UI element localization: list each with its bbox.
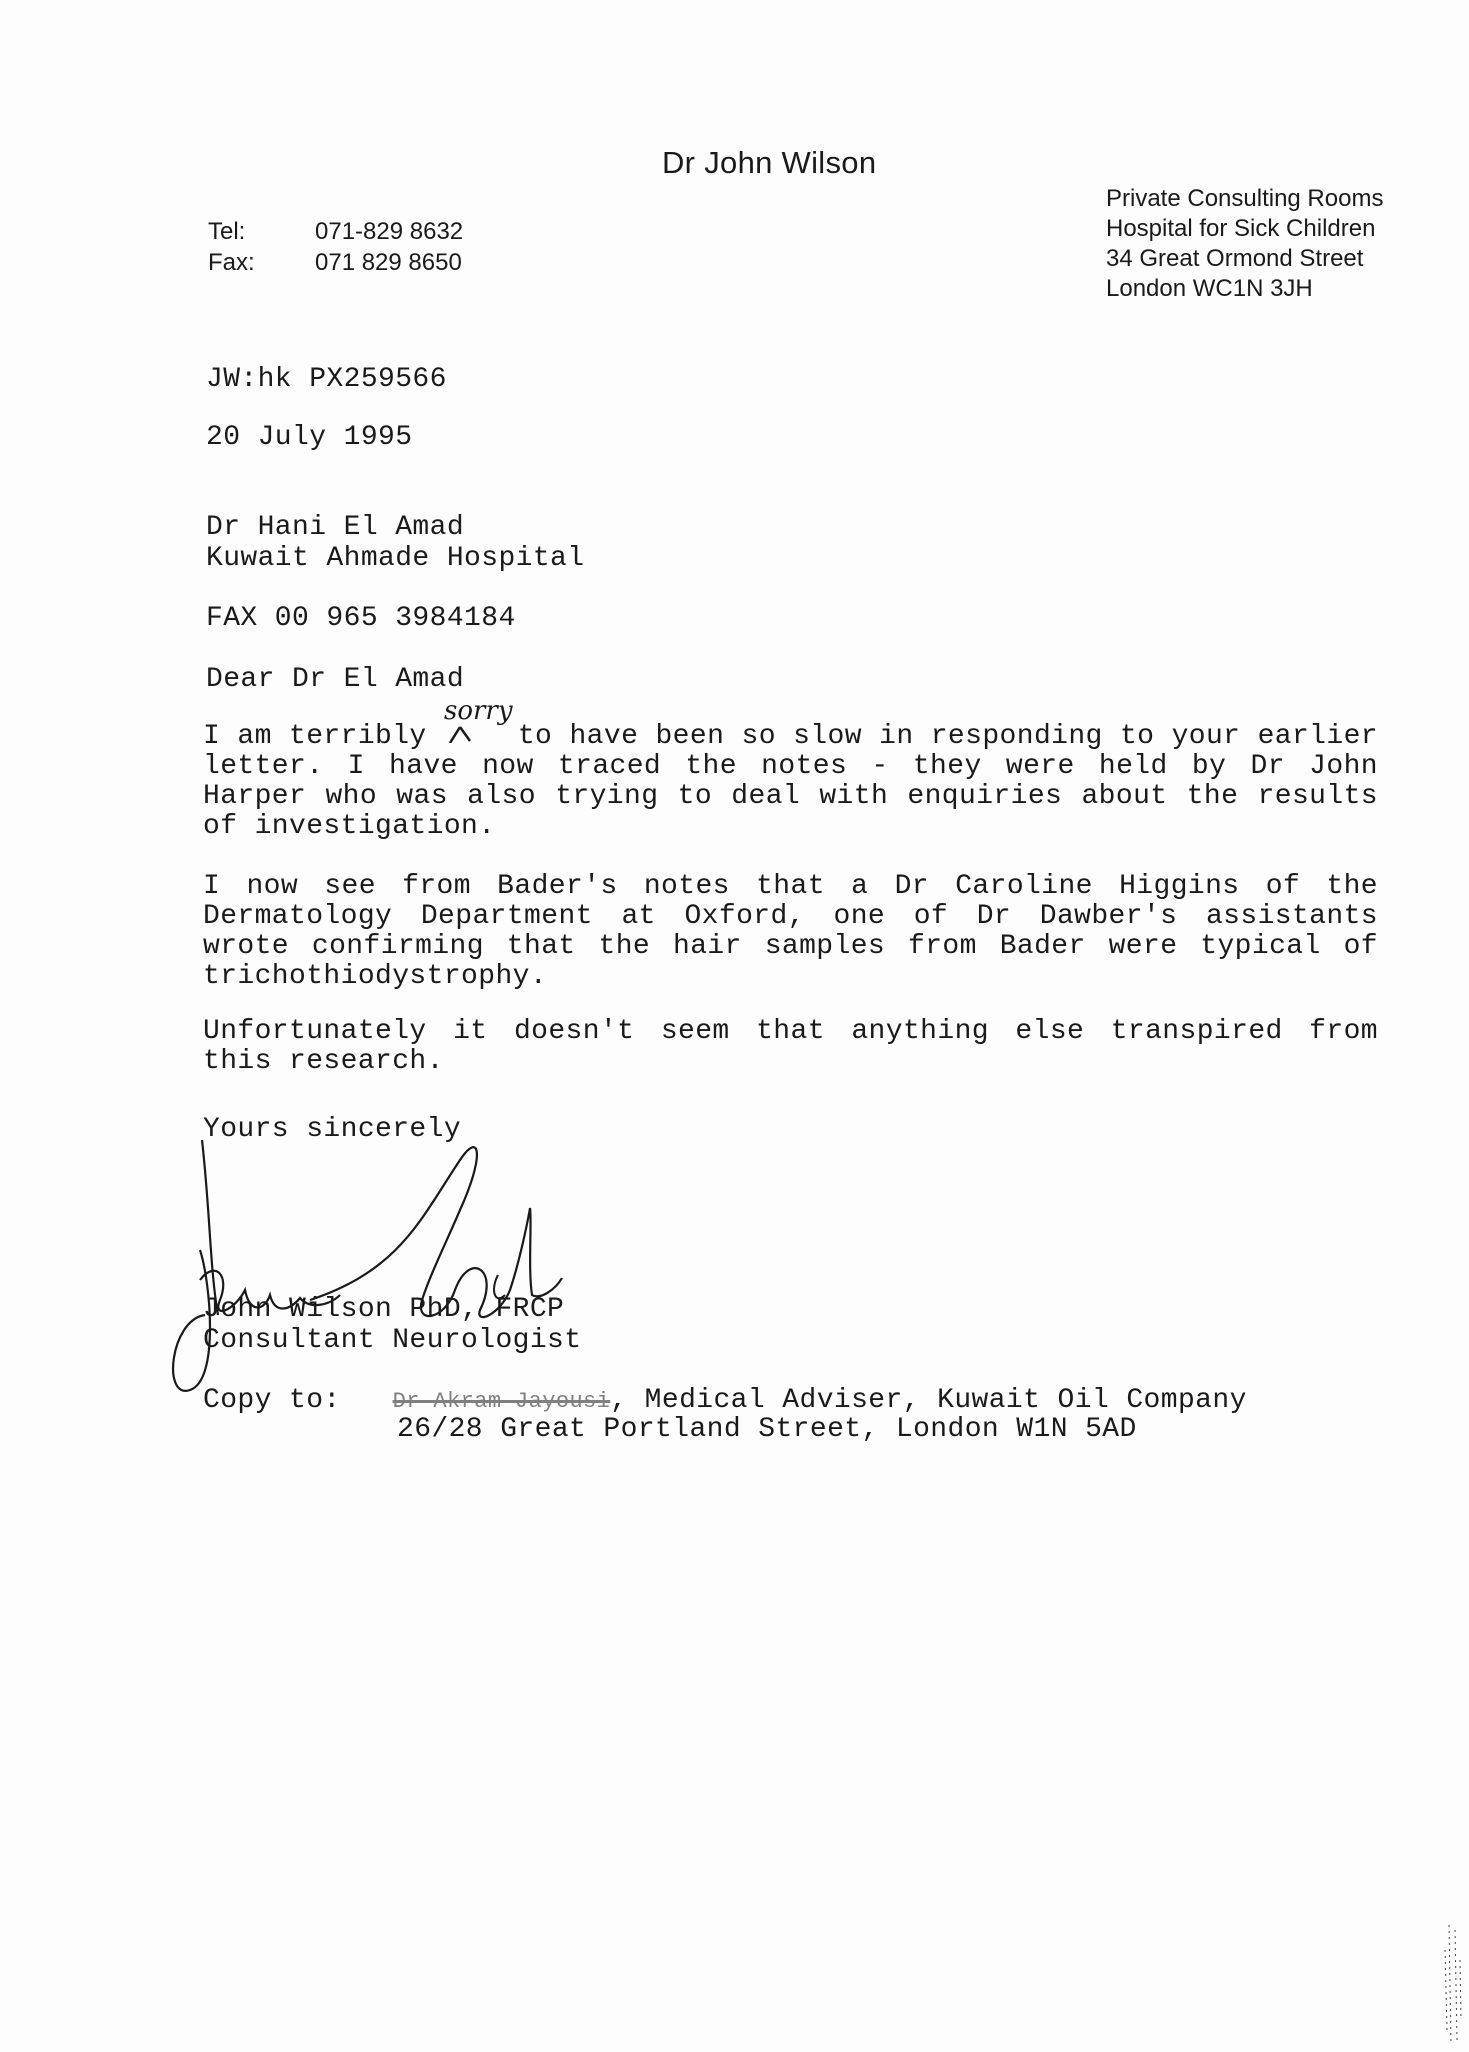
contact-block [208, 216, 463, 278]
tel-label: Tel: [208, 218, 246, 245]
signatory-name: John Wilson PhD, FRCP [203, 1294, 565, 1325]
address-line: Hospital for Sick Children [1106, 215, 1376, 242]
address-line: Private Consulting Rooms [1106, 185, 1384, 212]
fax-label: Fax: [208, 249, 255, 276]
date-line: 20 July 1995 [206, 422, 413, 453]
sorry-text: sorry [444, 696, 513, 726]
tel-value: 071-829 8632 [315, 218, 464, 245]
address-line: 34 Great Ormond Street [1106, 245, 1364, 272]
struck-name: Dr Akram Jayousi [392, 1389, 611, 1414]
copy-to-address: 26/28 Great Portland Street, London W1N 5AD [397, 1414, 1137, 1445]
body-paragraph-1 [203, 722, 1378, 842]
copy-to-rest: , Medical Adviser, Kuwait Oil Company [610, 1385, 1247, 1416]
tel-row [208, 216, 463, 247]
p1-line-start: I am terribly [203, 721, 427, 752]
body-paragraph-2: I now see from Bader's notes that a Dr Caroline Higgins of the Dermatology Department at Oxford, one of Dr Dawber's assistants wrote confirming that the hair samples from Bader were typical of trichothiodystrophy. [203, 871, 1378, 992]
paragraph-1-first-line [203, 722, 1378, 752]
address-line: London WC1N 3JH [1106, 275, 1313, 302]
reference-line: JW:hk PX259566 [206, 364, 447, 395]
fax-value: 071 829 8650 [315, 249, 462, 276]
closing: Yours sincerely [203, 1114, 462, 1145]
body-paragraph-3: Unfortunately it doesn't seem that anything else transpired from this research. [203, 1016, 1378, 1077]
signature-image [160, 1100, 620, 1430]
signatory-title: Consultant Neurologist [203, 1325, 582, 1356]
scan-edge-noise [1435, 1920, 1465, 2050]
recipient-name: Dr Hani El Amad [206, 512, 465, 543]
paragraph-1-rest: letter. I have now traced the notes - they were held by Dr John Harper who was also trying to deal with enquiries about the results of investigation. [203, 751, 1378, 842]
recipient-fax: FAX 00 965 3984184 [206, 603, 516, 634]
copy-to-line [203, 1385, 1247, 1416]
letterhead-name: Dr John Wilson [662, 145, 877, 180]
p1-line-end: to have been so slow in responding to your earlier [517, 721, 1378, 752]
letterhead-address [1106, 184, 1383, 304]
copy-to-label: Copy to: [203, 1385, 341, 1416]
salutation: Dear Dr El Amad [206, 664, 465, 695]
recipient-organisation: Kuwait Ahmade Hospital [206, 543, 585, 574]
fax-row [208, 247, 463, 278]
